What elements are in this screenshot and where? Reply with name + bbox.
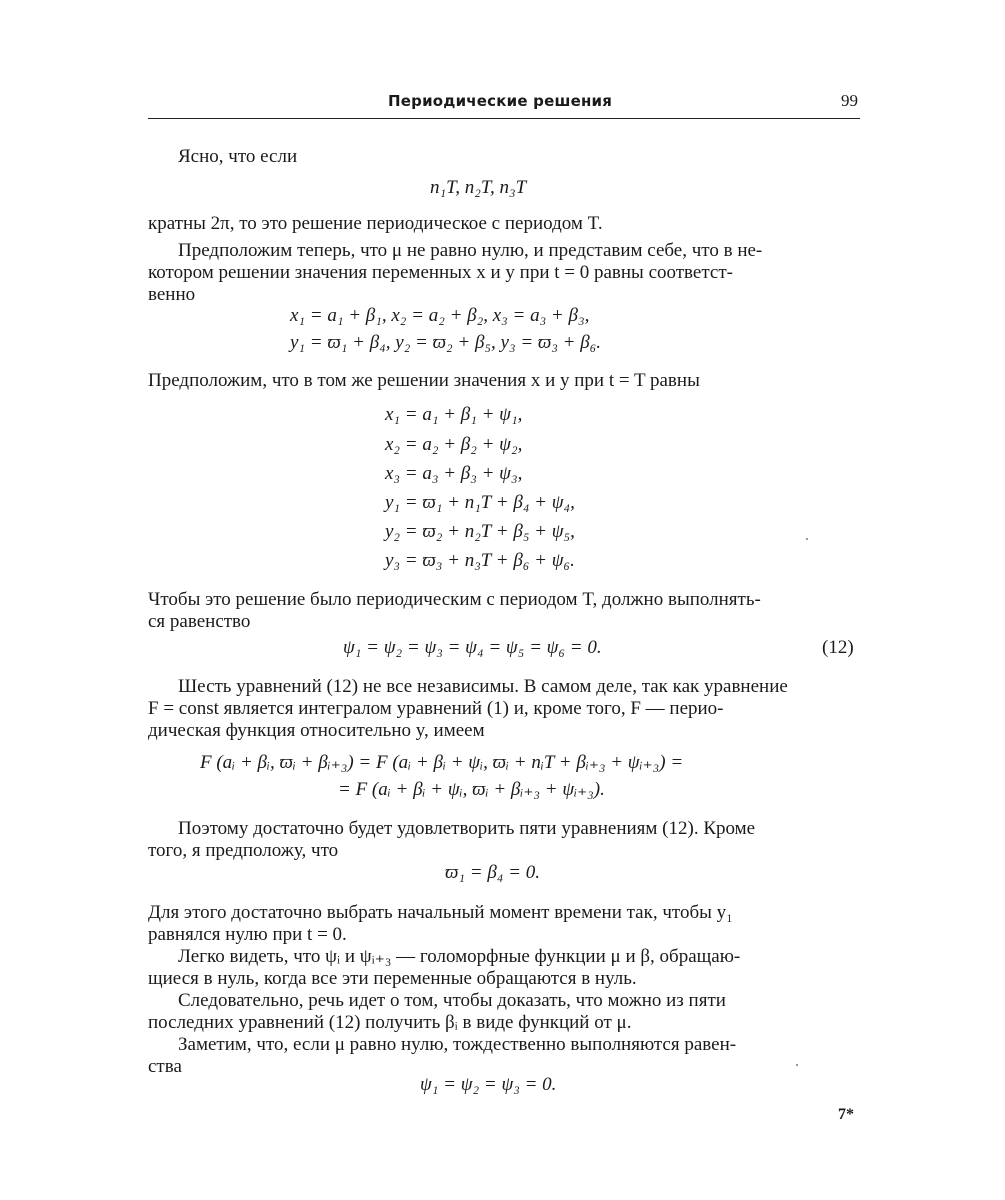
signature-mark: 7* xyxy=(838,1106,854,1123)
text-line: Шесть уравнений (12) не все независимы. В самом деле, так как уравнение xyxy=(178,676,788,697)
text-line: ся равенство xyxy=(148,611,251,632)
text-line: венно xyxy=(148,284,196,305)
text-line: равнялся нулю при t = 0. xyxy=(148,924,347,945)
text-line: Предположим теперь, что μ не равно нулю, и представим себе, что в не- xyxy=(178,240,763,261)
equation: y₂ = ϖ₂ + n₂T + β₅ + ψ₅, xyxy=(385,521,575,542)
equation: x₂ = a₂ + β₂ + ψ₂, xyxy=(385,434,523,455)
running-head xyxy=(148,90,860,114)
equation: ψ₁ = ψ₂ = ψ₃ = ψ₄ = ψ₅ = ψ₆ = 0. xyxy=(343,637,602,658)
text-line: того, я предположу, что xyxy=(148,840,339,861)
paper-speck xyxy=(796,1064,798,1066)
text-line: Чтобы это решение было периодическим с периодом T, должно выполнять- xyxy=(148,589,761,610)
equation: y₁ = ϖ₁ + β₄, y₂ = ϖ₂ + β₅, y₃ = ϖ₃ + β₆. xyxy=(290,332,602,353)
text-line: Легко видеть, что ψᵢ и ψᵢ₊₃ — голоморфные функции μ и β, обращаю- xyxy=(178,946,741,967)
text-line: котором решении значения переменных x и y при t = 0 равны соответст- xyxy=(148,262,733,283)
text-line: Для этого достаточно выбрать начальный момент времени так, чтобы y₁ xyxy=(148,902,733,923)
text-line: Следовательно, речь идет о том, чтобы доказать, что можно из пяти xyxy=(178,990,726,1011)
text-line: F = const является интегралом уравнений (1) и, кроме того, F — перио- xyxy=(148,698,724,719)
equation: n₁T, n₂T, n₃T xyxy=(430,177,527,198)
text-line: кратны 2π, то это решение периодическое с периодом T. xyxy=(148,213,603,234)
text-line: Поэтому достаточно будет удовлетворить пяти уравнениям (12). Кроме xyxy=(178,818,756,839)
equation-number: (12) xyxy=(822,637,854,658)
header-rule xyxy=(148,118,860,119)
page-number: 99 xyxy=(841,91,858,110)
text-line: Заметим, что, если μ равно нулю, тождественно выполняются равен- xyxy=(178,1034,737,1055)
equation: x₁ = a₁ + β₁, x₂ = a₂ + β₂, x₃ = a₃ + β₃, xyxy=(290,305,590,326)
paper-speck xyxy=(806,538,808,540)
equation: ψ₁ = ψ₂ = ψ₃ = 0. xyxy=(420,1074,557,1095)
equation: y₃ = ϖ₃ + n₃T + β₆ + ψ₆. xyxy=(385,550,575,571)
text-line: Предположим, что в том же решении значения x и y при t = T равны xyxy=(148,370,700,391)
text-line: последних уравнений (12) получить βᵢ в виде функций от μ. xyxy=(148,1012,632,1033)
equation: F (aᵢ + βᵢ, ϖᵢ + βᵢ₊₃) = F (aᵢ + βᵢ + ψᵢ, ϖᵢ + nᵢT + βᵢ₊₃ + ψᵢ₊₃) = xyxy=(200,752,684,773)
text-line: Ясно, что если xyxy=(178,146,298,167)
text-line: ства xyxy=(148,1056,182,1077)
text-line: дическая функция относительно y, имеем xyxy=(148,720,485,741)
equation: x₃ = a₃ + β₃ + ψ₃, xyxy=(385,463,523,484)
equation: ϖ₁ = β₄ = 0. xyxy=(445,862,540,883)
equation: x₁ = a₁ + β₁ + ψ₁, xyxy=(385,404,523,425)
text-line: щиеся в нуль, когда все эти переменные обращаются в нуль. xyxy=(148,968,637,989)
equation: y₁ = ϖ₁ + n₁T + β₄ + ψ₄, xyxy=(385,492,575,513)
running-head-title: Периодические решения xyxy=(388,92,613,110)
equation: = F (aᵢ + βᵢ + ψᵢ, ϖᵢ + βᵢ₊₃ + ψᵢ₊₃). xyxy=(338,779,605,800)
